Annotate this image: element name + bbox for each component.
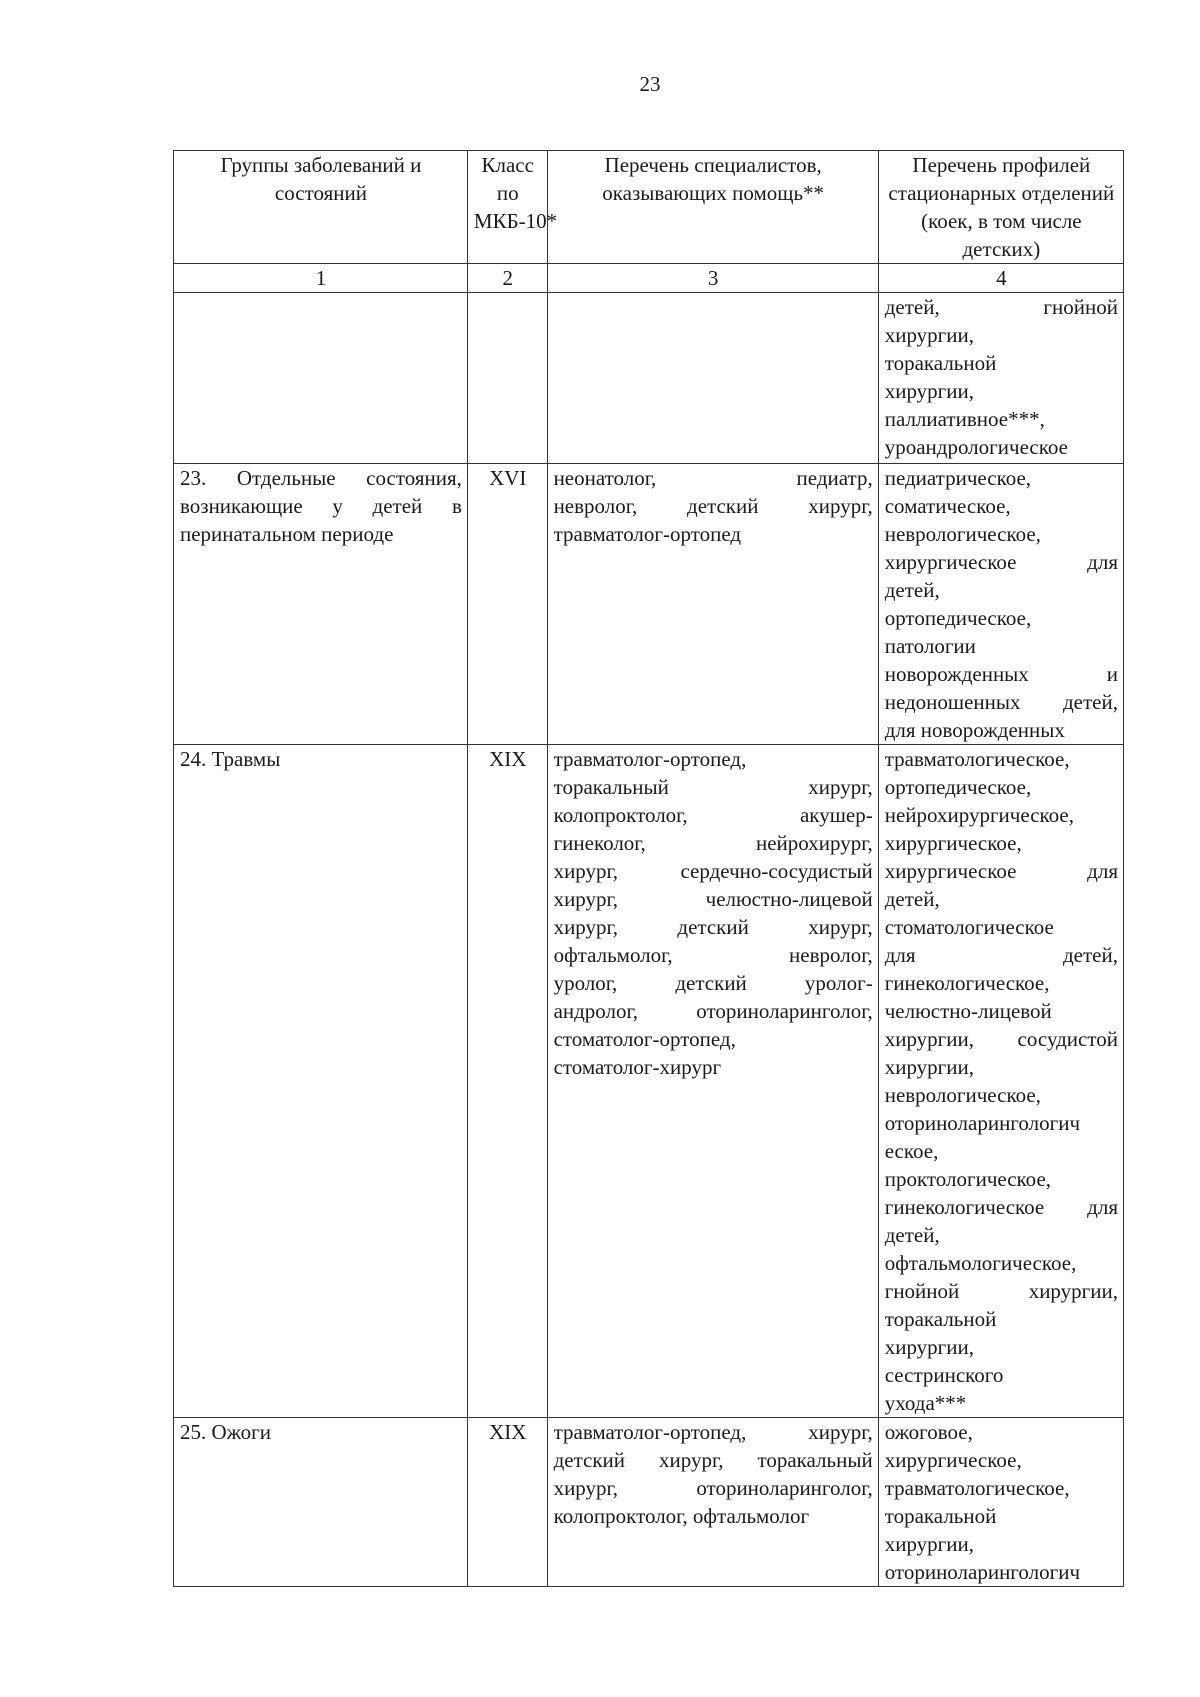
profile-line: хирургии,: [884, 1055, 975, 1079]
profile-line: еское,: [884, 1139, 939, 1163]
profile-line: детей, гнойной: [884, 295, 1118, 319]
profile-line: офтальмологическое,: [884, 1251, 1077, 1275]
icd-class-cell: XVI: [467, 464, 547, 745]
profile-line: ухода***: [884, 1391, 967, 1415]
specialist-line: невролог, детский хирург,: [553, 494, 873, 518]
specialist-line: колопроктолог, офтальмолог: [553, 1504, 810, 1528]
specialist-line: колопроктолог, акушер-: [553, 803, 873, 827]
column-number-row: [174, 264, 1124, 293]
profile-line: хирургии,: [884, 1532, 975, 1556]
specialist-line: хирург, челюстно-лицевой: [553, 887, 873, 911]
profile-line: торакальной: [884, 1504, 997, 1528]
profile-line: торакальной: [884, 1307, 997, 1331]
medical-care-table: [173, 150, 1124, 1587]
profile-line: хирургии,: [884, 379, 975, 403]
profile-line: гинекологическое для: [884, 1195, 1118, 1219]
group-line: 25. Ожоги: [180, 1420, 272, 1444]
profile-line: хирургическое для: [884, 859, 1118, 883]
specialist-line: травматолог-ортопед, хирург,: [553, 1420, 873, 1444]
icd-class-cell: [467, 293, 547, 464]
profiles-cell: [878, 464, 1123, 745]
profile-line: неврологическое,: [884, 522, 1041, 546]
group-line: 23. Отдельные состояния,: [180, 466, 462, 490]
group-line: 24. Травмы: [180, 747, 281, 771]
specialist-line: гинеколог, нейрохирург,: [553, 831, 873, 855]
profile-line: ортопедическое,: [884, 775, 1032, 799]
group-cell: [174, 1418, 468, 1587]
icd-class-cell: XIX: [467, 1418, 547, 1587]
specialist-line: хирург, оториноларинголог,: [553, 1476, 873, 1500]
profile-line: для новорожденных: [884, 718, 1065, 742]
profile-line: детей,: [884, 1223, 940, 1247]
table-row-23: [174, 464, 1124, 745]
profile-line: хирургическое,: [884, 1448, 1022, 1472]
profile-line: сестринского: [884, 1363, 1004, 1387]
specialist-line: травматолог-ортопед: [553, 522, 742, 546]
profile-line: ожоговое,: [884, 1420, 973, 1444]
profile-line: стоматологическое: [884, 915, 1054, 939]
profile-line: челюстно-лицевой: [884, 999, 1052, 1023]
profile-line: для детей,: [884, 943, 1118, 967]
profile-line: хирургическое для: [884, 550, 1118, 574]
profile-line: детей,: [884, 887, 940, 911]
profile-line: проктологическое,: [884, 1167, 1052, 1191]
profile-line: оториноларингологич: [884, 1560, 1081, 1584]
header-disease-groups: Группы заболеваний и состояний: [174, 151, 468, 264]
profiles-cell: [878, 293, 1123, 464]
group-line: перинатальном периоде: [180, 522, 394, 546]
group-cell: [174, 745, 468, 1418]
specialist-line: травматолог-ортопед,: [553, 747, 747, 771]
profiles-cell: [878, 745, 1123, 1418]
specialists-cell: [547, 745, 878, 1418]
specialist-line: уролог, детский уролог-: [553, 971, 873, 995]
specialists-cell: [547, 1418, 878, 1587]
profile-line: травматологическое,: [884, 1476, 1070, 1500]
profile-line: уроандрологическое: [884, 435, 1068, 459]
specialist-line: неонатолог, педиатр,: [553, 466, 873, 490]
profile-line: паллиативное***,: [884, 407, 1045, 431]
profile-line: гнойной хирургии,: [884, 1279, 1118, 1303]
table-row-24: [174, 745, 1124, 1418]
specialist-line: торакальный хирург,: [553, 775, 873, 799]
profile-line: патологии: [884, 634, 976, 658]
profile-line: торакальной: [884, 351, 997, 375]
profile-line: нейрохирургическое,: [884, 803, 1074, 827]
specialist-line: андролог, оториноларинголог,: [553, 999, 873, 1023]
profile-line: травматологическое,: [884, 747, 1070, 771]
table-header-row: [174, 151, 1124, 264]
specialists-cell: [547, 464, 878, 745]
specialist-line: офтальмолог, невролог,: [553, 943, 873, 967]
profile-line: хирургическое,: [884, 831, 1022, 855]
profiles-cell: [878, 1418, 1123, 1587]
header-icd-class: Класс по МКБ-10*: [467, 151, 547, 264]
profile-line: новорожденных и: [884, 662, 1118, 686]
column-number: 4: [878, 264, 1123, 293]
specialist-line: хирург, детский хирург,: [553, 915, 873, 939]
page-number: 23: [639, 72, 661, 96]
column-number: 3: [547, 264, 878, 293]
specialist-line: детский хирург, торакальный: [553, 1448, 873, 1472]
profile-line: детей,: [884, 578, 940, 602]
profile-line: неврологическое,: [884, 1083, 1041, 1107]
specialist-line: стоматолог-ортопед,: [553, 1027, 736, 1051]
specialist-line: стоматолог-хирург: [553, 1055, 722, 1079]
header-bed-profiles: Перечень профилей стационарных отделений (коек, в том числе детских): [878, 151, 1123, 264]
profile-line: недоношенных детей,: [884, 690, 1118, 714]
column-number: 1: [174, 264, 468, 293]
table-row-25: [174, 1418, 1124, 1587]
group-cell: [174, 464, 468, 745]
profile-line: хирургии,: [884, 1335, 975, 1359]
specialist-line: хирург, сердечно-сосудистый: [553, 859, 873, 883]
profile-line: соматическое,: [884, 494, 1011, 518]
profile-line: ортопедическое,: [884, 606, 1032, 630]
table-row-continuation: [174, 293, 1124, 464]
profile-line: гинекологическое,: [884, 971, 1050, 995]
specialists-cell: [547, 293, 878, 464]
header-specialists: Перечень специалистов, оказывающих помощь**: [547, 151, 878, 264]
profile-line: хирургии,: [884, 323, 975, 347]
group-line: возникающие у детей в: [180, 494, 462, 518]
group-cell: [174, 293, 468, 464]
profile-line: оториноларингологич: [884, 1111, 1081, 1135]
profile-line: педиатрическое,: [884, 466, 1032, 490]
icd-class-cell: XIX: [467, 745, 547, 1418]
column-number: 2: [467, 264, 547, 293]
profile-line: хирургии, сосудистой: [884, 1027, 1118, 1051]
